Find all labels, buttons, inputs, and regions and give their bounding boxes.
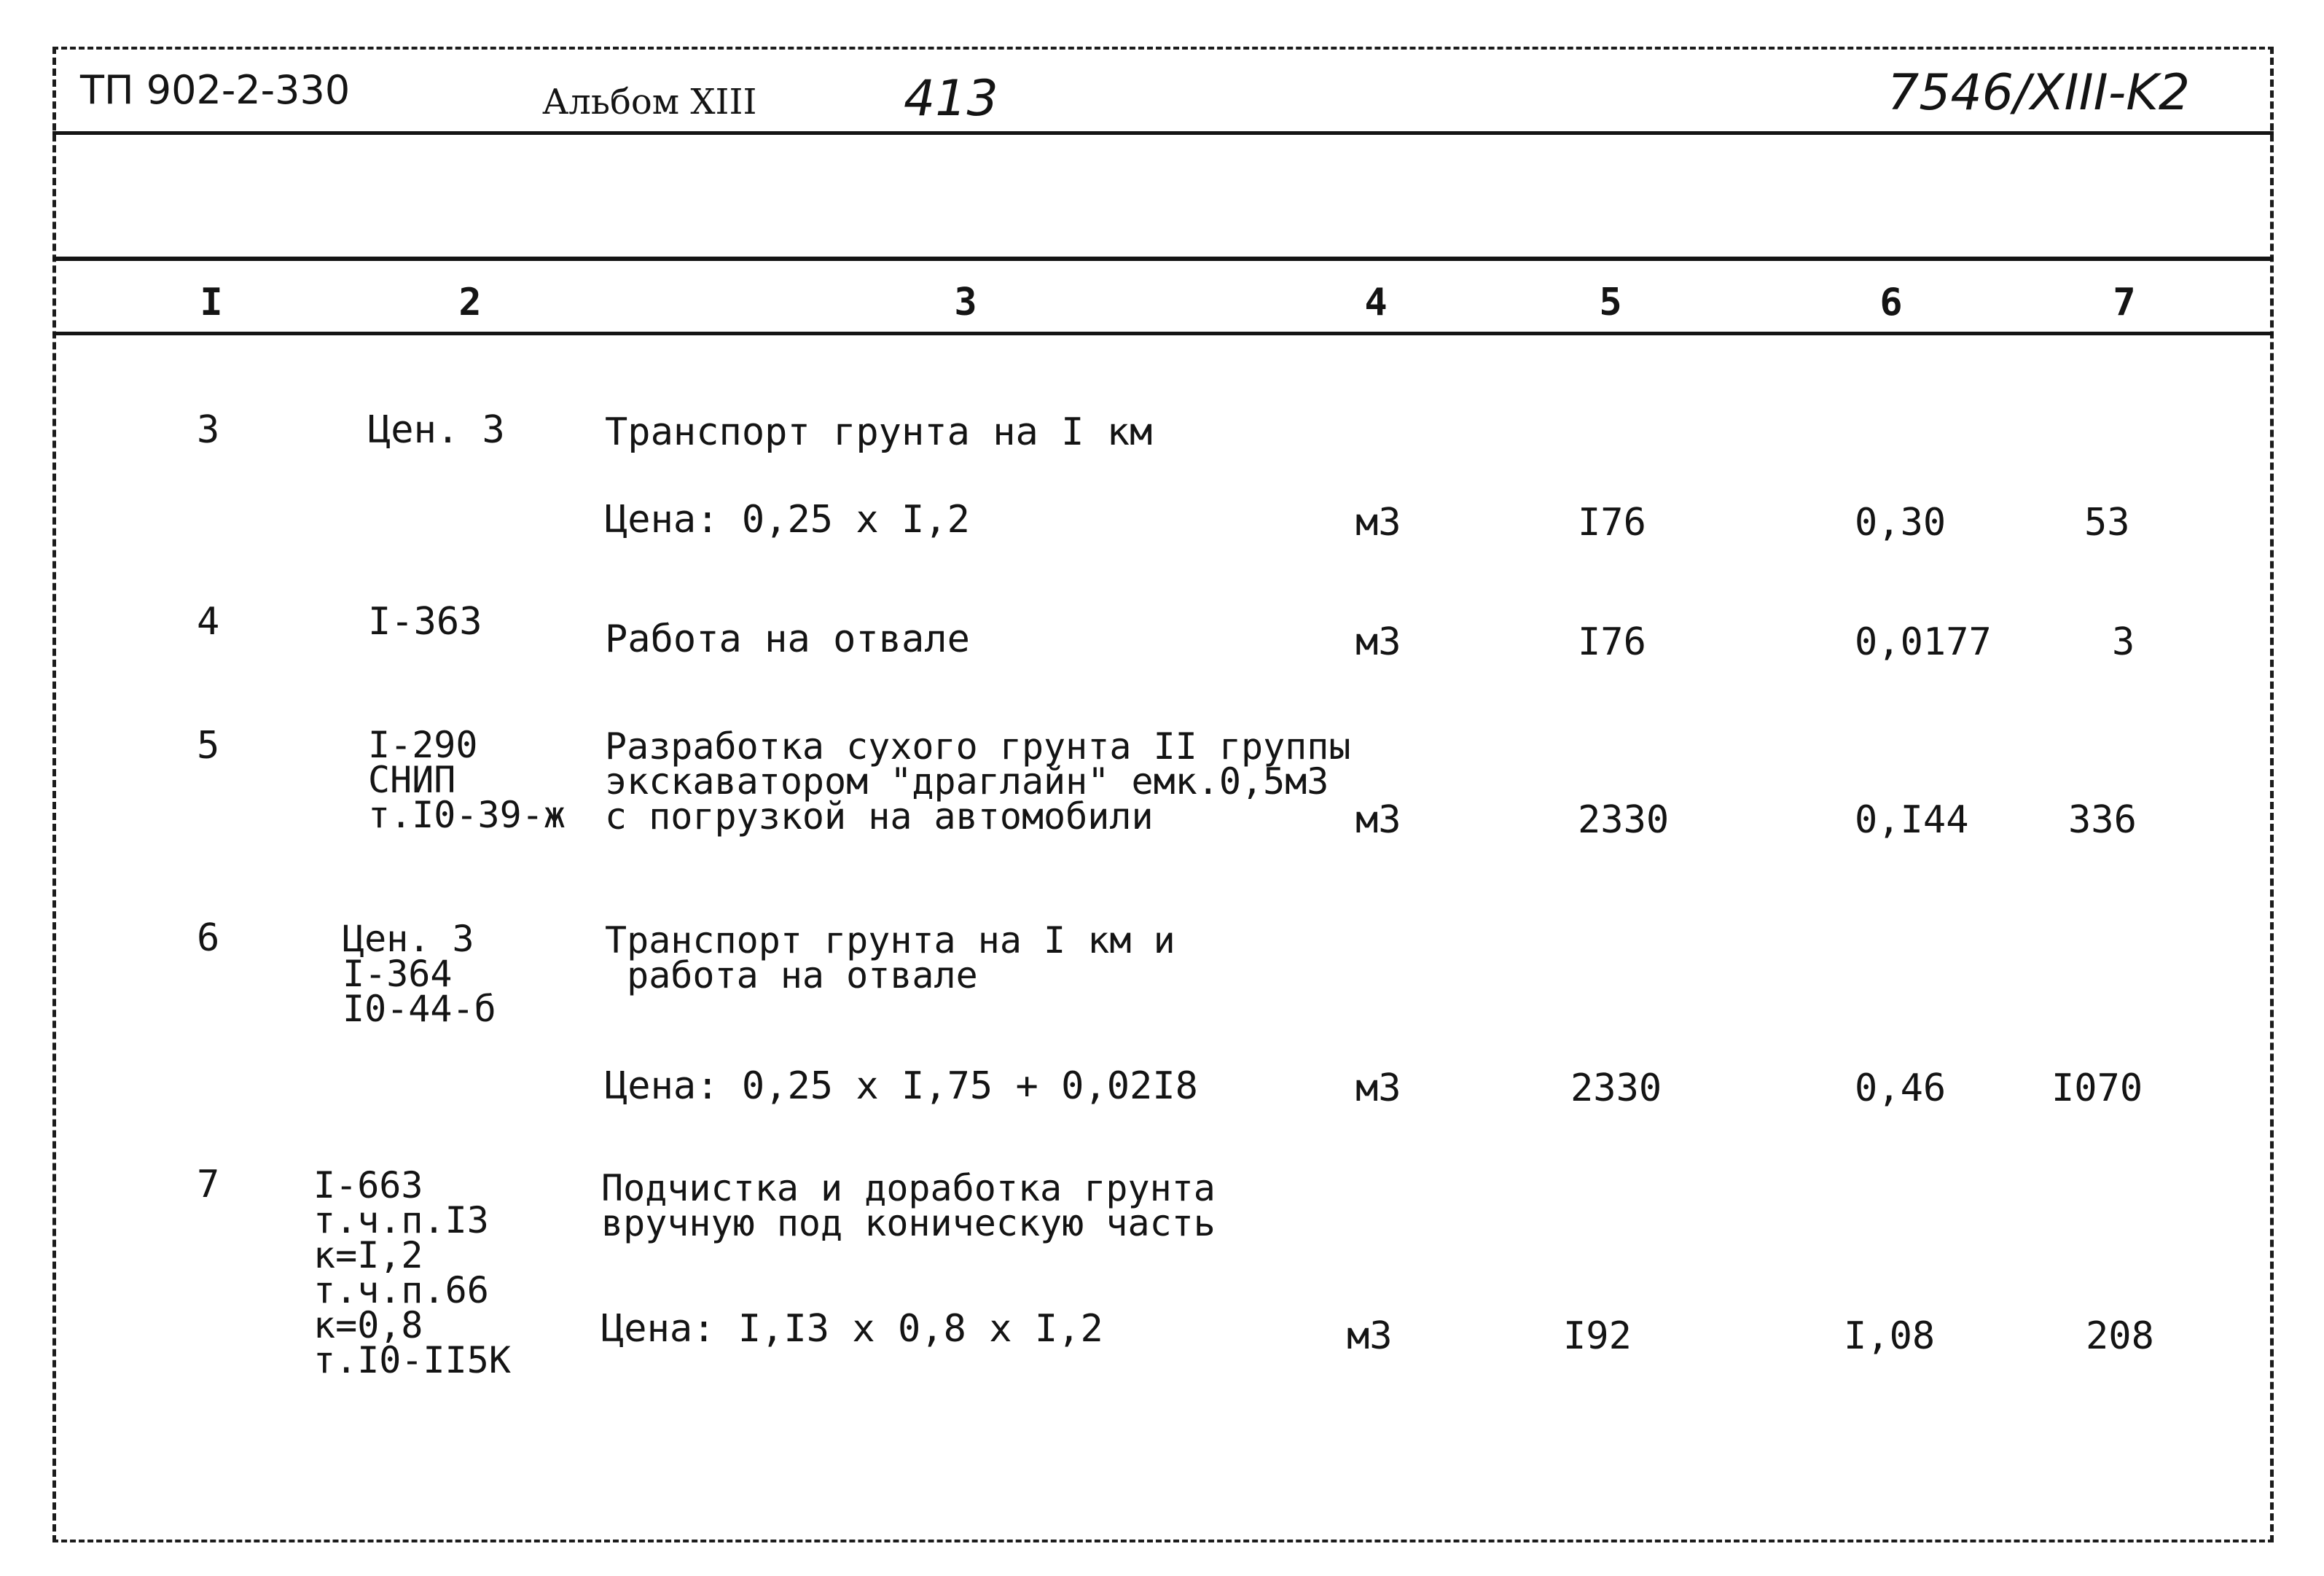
column-header: 7 <box>2113 281 2136 324</box>
unit: м3 <box>1355 620 1401 664</box>
total-cost: I070 <box>2051 1066 2143 1110</box>
quantity: I92 <box>1563 1314 1632 1358</box>
total-cost: 53 <box>2084 501 2130 545</box>
column-header: I <box>200 281 223 324</box>
document-code: 7546/XIII-K2 <box>1887 64 2191 122</box>
work-description: Транспорт грунта на I км <box>605 410 1153 454</box>
column-header-rule <box>52 332 2274 335</box>
row-number: 7 <box>197 1163 220 1206</box>
norm-code: I-663 т.ч.п.I3 к=I,2 т.ч.п.66 к=0,8 т.I0-II5К <box>313 1164 511 1381</box>
work-description: Работа на отвале <box>605 617 970 661</box>
total-cost: 3 <box>2112 620 2135 664</box>
column-header: 2 <box>458 281 482 324</box>
quantity: 2330 <box>1578 798 1670 842</box>
quantity: I76 <box>1578 620 1646 664</box>
norm-code: Цен. 3 I-364 I0-44-б <box>343 918 496 1030</box>
row-number: 4 <box>197 600 220 644</box>
work-description: Разработка сухого грунта II группы экскаватором "драглайн" емк.0,5м3 с погрузкой на автомобили <box>605 725 1351 838</box>
work-description: Транспорт грунта на I км и работа на отвале <box>605 919 1175 996</box>
column-header: 4 <box>1364 281 1388 324</box>
unit-rate: 0,I44 <box>1855 798 1969 842</box>
album-label: Альбом XIII <box>542 82 757 122</box>
unit: м3 <box>1355 798 1401 842</box>
unit-rate: 0,46 <box>1855 1066 1947 1110</box>
table-top-rule <box>52 257 2274 261</box>
quantity: 2330 <box>1570 1066 1662 1110</box>
quantity: I76 <box>1578 501 1646 545</box>
total-cost: 336 <box>2068 798 2137 842</box>
unit-rate: 0,0177 <box>1855 620 1992 664</box>
price-formula: Цена: 0,25 х I,2 <box>605 498 970 542</box>
column-header: 3 <box>954 281 977 324</box>
norm-code: I-363 <box>368 600 482 644</box>
row-number: 3 <box>197 408 220 452</box>
price-formula: Цена: I,I3 х 0,8 х I,2 <box>601 1307 1103 1351</box>
unit: м3 <box>1355 1066 1401 1110</box>
unit: м3 <box>1355 501 1401 545</box>
row-number: 6 <box>197 916 220 960</box>
column-header: 5 <box>1599 281 1622 324</box>
price-formula: Цена: 0,25 х I,75 + 0,02I8 <box>605 1064 1198 1108</box>
sheet-number: 413 <box>904 70 998 128</box>
work-description: Подчистка и доработка грунта вручную под коническую часть <box>601 1167 1216 1244</box>
unit: м3 <box>1347 1314 1393 1358</box>
norm-code: I-290 СНИП т.I0-39-ж <box>368 724 566 836</box>
total-cost: 208 <box>2086 1314 2154 1358</box>
row-number: 5 <box>197 724 220 768</box>
unit-rate: I,08 <box>1844 1314 1936 1358</box>
norm-code: Цен. 3 <box>368 408 505 452</box>
unit-rate: 0,30 <box>1855 501 1947 545</box>
column-header: 6 <box>1879 281 1903 324</box>
project-code: ТП 902-2-330 <box>80 67 351 113</box>
header-divider <box>52 131 2274 135</box>
